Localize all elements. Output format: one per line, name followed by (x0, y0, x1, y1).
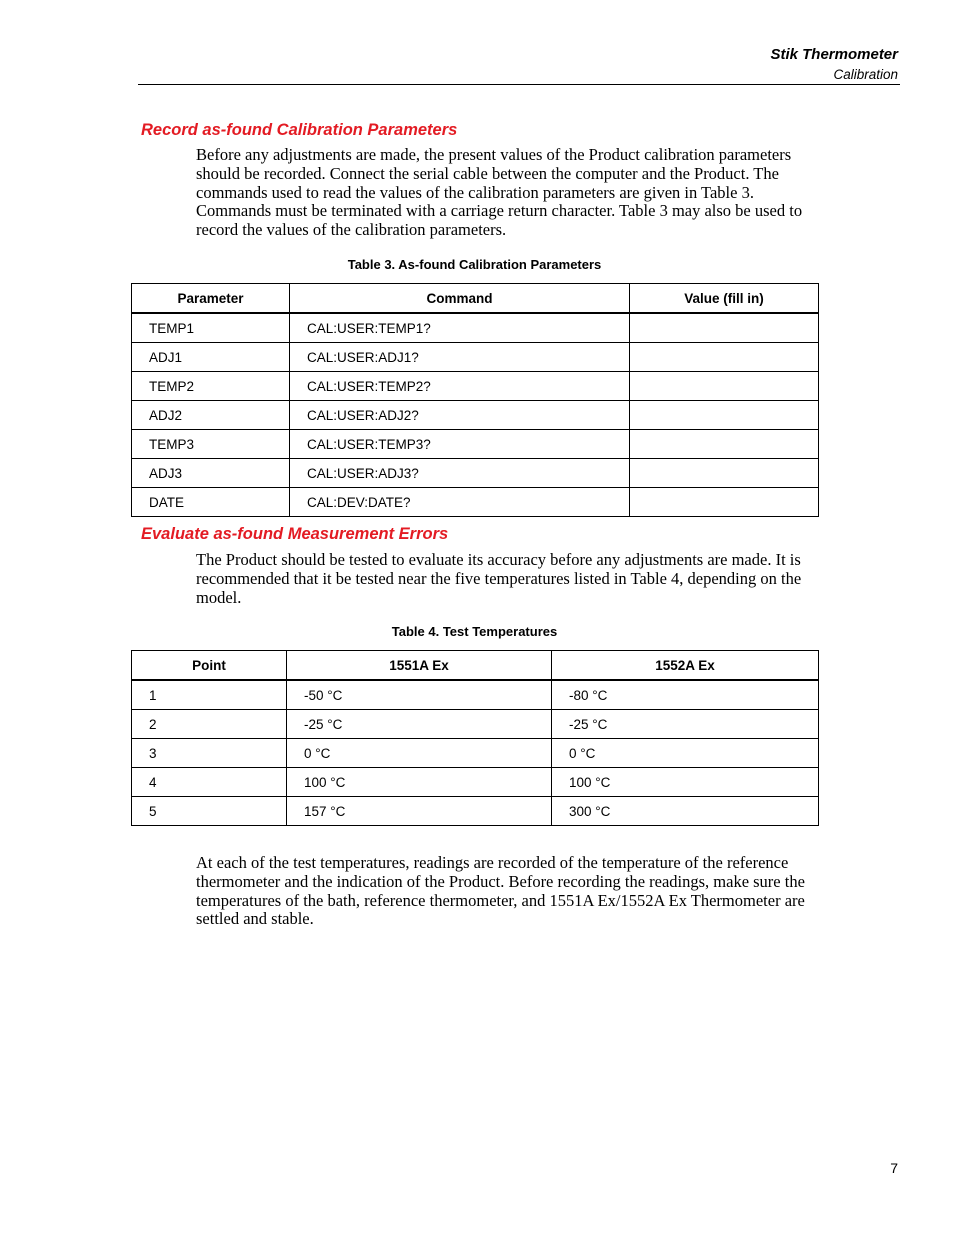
section-heading-record-parameters: Record as-found Calibration Parameters (141, 121, 458, 139)
point-cell: 5 (132, 797, 287, 826)
temperature-cell: -25 °C (552, 710, 819, 739)
temperature-cell: -25 °C (287, 710, 552, 739)
parameter-cell: ADJ2 (132, 401, 290, 430)
table4-test-temperatures (131, 650, 819, 826)
temperature-cell: 0 °C (552, 739, 819, 768)
table3-calibration-parameters (131, 283, 819, 517)
table-header-row (132, 651, 819, 681)
value-fill-in-cell[interactable] (630, 459, 819, 488)
value-fill-in-cell[interactable] (630, 343, 819, 372)
temperature-cell: -80 °C (552, 680, 819, 710)
parameter-cell: TEMP2 (132, 372, 290, 401)
table-row (132, 313, 819, 343)
table-row (132, 459, 819, 488)
table-row (132, 430, 819, 459)
temperature-cell: 100 °C (552, 768, 819, 797)
parameter-cell: DATE (132, 488, 290, 517)
value-fill-in-cell[interactable] (630, 313, 819, 343)
value-fill-in-cell[interactable] (630, 430, 819, 459)
table-row (132, 768, 819, 797)
table-row (132, 680, 819, 710)
temperature-cell: 0 °C (287, 739, 552, 768)
temperature-cell: 157 °C (287, 797, 552, 826)
parameter-cell: TEMP1 (132, 313, 290, 343)
column-header-1552a-ex: 1552A Ex (552, 651, 819, 681)
command-cell: CAL:USER:TEMP3? (290, 430, 630, 459)
command-cell: CAL:USER:ADJ2? (290, 401, 630, 430)
value-fill-in-cell[interactable] (630, 372, 819, 401)
parameter-cell: ADJ3 (132, 459, 290, 488)
page-number: 7 (890, 1160, 898, 1176)
table-row (132, 401, 819, 430)
value-fill-in-cell[interactable] (630, 401, 819, 430)
point-cell: 2 (132, 710, 287, 739)
table-row (132, 343, 819, 372)
column-header-point: Point (132, 651, 287, 681)
parameter-cell: TEMP3 (132, 430, 290, 459)
command-cell: CAL:USER:ADJ1? (290, 343, 630, 372)
temperature-cell: -50 °C (287, 680, 552, 710)
running-header-subtitle: Calibration (833, 67, 898, 82)
column-header-command: Command (290, 284, 630, 314)
column-header-1551a-ex: 1551A Ex (287, 651, 552, 681)
value-fill-in-cell[interactable] (630, 488, 819, 517)
table-row (132, 372, 819, 401)
column-header-parameter: Parameter (132, 284, 290, 314)
section-paragraph-record-parameters: Before any adjustments are made, the present values of the Product calibration parameters should be recorded. Connect the serial cable between the computer and the Product. The commands used to read the values of the calibration parameters are given in Table 3. Commands must be terminated with a carriage return character. Table 3 may also be used to record the values of the calibration parameters. (196, 145, 803, 240)
section-paragraph-measurement-errors: The Product should be tested to evaluate its accuracy before any adjustments are made. It is recommended that it be tested near the five temperatures listed in Table 4, depending on the model. (196, 550, 802, 607)
table4-caption: Table 4. Test Temperatures (391, 624, 558, 639)
running-header-title: Stik Thermometer (770, 46, 898, 63)
table3-caption: Table 3. As-found Calibration Parameters (347, 257, 602, 272)
table-header-row (132, 284, 819, 314)
table-row (132, 739, 819, 768)
command-cell: CAL:USER:TEMP2? (290, 372, 630, 401)
temperature-cell: 300 °C (552, 797, 819, 826)
point-cell: 4 (132, 768, 287, 797)
parameter-cell: ADJ1 (132, 343, 290, 372)
header-rule (138, 84, 900, 85)
table-row (132, 797, 819, 826)
command-cell: CAL:USER:TEMP1? (290, 313, 630, 343)
section-heading-measurement-errors: Evaluate as-found Measurement Errors (141, 525, 449, 543)
command-cell: CAL:DEV:DATE? (290, 488, 630, 517)
temperature-cell: 100 °C (287, 768, 552, 797)
column-header-value: Value (fill in) (630, 284, 819, 314)
point-cell: 1 (132, 680, 287, 710)
command-cell: CAL:USER:ADJ3? (290, 459, 630, 488)
table-row (132, 710, 819, 739)
closing-paragraph: At each of the test temperatures, readings are recorded of the temperature of the reference thermometer and the indication of the Product. Before recording the readings, make sure the temperatures of the bath, reference thermometer, and 1551A Ex/1552A Ex Thermometer are settled and stable. (196, 853, 805, 929)
table-row (132, 488, 819, 517)
point-cell: 3 (132, 739, 287, 768)
